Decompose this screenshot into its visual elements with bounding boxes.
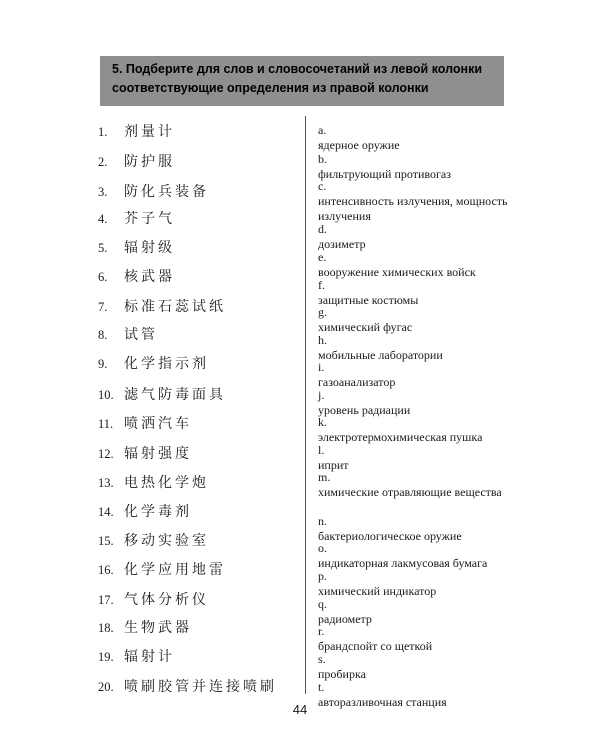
right-item [318,123,518,153]
right-item [318,624,518,654]
right-item-letter: p. [318,569,327,583]
left-item-number: 20. [98,680,114,694]
left-item-term: 化学指示剂 [124,356,209,372]
right-item-letter: d. [318,222,327,236]
right-item-definition: уровень радиации [318,403,411,417]
left-item-number: 9. [98,357,108,371]
right-item-definition: ядерное оружие [318,138,400,152]
left-item [98,152,175,172]
right-item-definition: брандспойт со щеткой [318,639,433,653]
right-item [318,360,518,390]
left-item [98,414,192,434]
left-item-term: 剂量计 [124,124,175,140]
left-item-number: 3. [98,185,108,199]
left-item-term: 生物武器 [124,620,192,636]
left-item-number: 10. [98,388,114,402]
right-item-letter: q. [318,597,327,611]
left-item [98,531,209,551]
left-item-number: 2. [98,155,108,169]
right-item-letter: s. [318,652,326,666]
right-item-letter: j. [318,388,325,402]
left-item [98,677,277,697]
left-item-number: 7. [98,300,108,314]
left-item [98,560,226,580]
right-item [318,415,518,445]
left-item-term: 化学毒剂 [124,504,192,520]
right-item-definition: пробирка [318,667,366,681]
right-item-letter: n. [318,514,327,528]
right-item-letter: m. [318,470,331,484]
right-item [318,388,518,418]
right-item-letter: c. [318,179,327,193]
right-item-definition: газоанализатор [318,375,396,389]
left-item [98,354,209,374]
right-item-definition: дозиметр [318,237,366,251]
right-item-definition: интенсивность излучения, мощность излучения [318,194,508,223]
left-item [98,502,192,522]
right-item-definition: фильтрующий противогаз [318,167,451,181]
right-item-letter: b. [318,152,327,166]
left-item [98,325,158,345]
left-item-number: 14. [98,505,114,519]
left-item-term: 辐射级 [124,240,175,256]
left-item-term: 试管 [124,327,158,343]
right-item-letter: k. [318,415,327,429]
left-item-term: 滤气防毒面具 [124,387,226,403]
left-item [98,590,209,610]
right-item [318,333,518,363]
left-item [98,182,209,202]
right-item [318,179,518,224]
right-item [318,305,518,335]
right-item-letter: i. [318,360,325,374]
left-item-number: 12. [98,447,114,461]
left-item-term: 移动实验室 [124,533,209,549]
left-item-number: 11. [98,417,114,431]
left-item-number: 19. [98,650,114,664]
left-item-term: 辐射强度 [124,446,192,462]
left-item-term: 防护服 [124,154,175,170]
left-item-number: 6. [98,270,108,284]
left-item-number: 4. [98,212,108,226]
left-item-number: 17. [98,593,114,607]
right-item-definition: химические отравляющие вещества [318,485,502,499]
exercise-title-line-2: соответствующие определения из правой колонки [112,81,429,95]
right-item-letter: g. [318,305,327,319]
right-item-definition: авторазливочная станция [318,695,447,709]
left-item-term: 喷洒汽车 [124,416,192,432]
right-item-letter: a. [318,123,327,137]
right-item-definition: химический индикатор [318,584,437,598]
right-item-letter: t. [318,680,325,694]
exercise-title-line-1: 5. Подберите для слов и словосочетаний из левой колонки [112,62,483,76]
right-item-letter: l. [318,443,325,457]
right-item-definition: бактериологическое оружие [318,529,462,543]
left-item-number: 5. [98,241,108,255]
right-item [318,443,518,473]
right-item [318,222,518,252]
right-item [318,470,518,500]
page-number: 44 [292,702,308,717]
right-item [318,514,518,544]
left-item [98,297,226,317]
left-item-term: 防化兵装备 [124,184,209,200]
right-item [318,278,518,308]
right-item [318,569,518,599]
right-item-definition: электротермохимическая пушка [318,430,483,444]
left-item-term: 化学应用地雷 [124,562,226,578]
exercise-header [100,56,504,106]
right-item [318,652,518,682]
right-item-letter: h. [318,333,327,347]
right-item [318,152,518,182]
left-item [98,444,192,464]
left-item [98,385,226,405]
left-item-number: 16. [98,563,114,577]
column-divider [305,116,306,694]
right-item-letter: r. [318,624,325,638]
left-item-number: 13. [98,476,114,490]
right-item-definition: химический фугас [318,320,413,334]
left-item [98,209,175,229]
right-item-definition: индикаторная лакмусовая бумага [318,556,488,570]
right-item-definition: защитные костюмы [318,293,419,307]
left-item-term: 芥子气 [124,211,175,227]
right-item-definition: мобильные лаборатории [318,348,443,362]
left-item-term: 标准石蕊试纸 [124,299,226,315]
right-item-letter: f. [318,278,325,292]
left-item [98,618,192,638]
right-item-letter: e. [318,250,327,264]
left-item-number: 18. [98,621,114,635]
left-item-term: 气体分析仪 [124,592,209,608]
left-item-term: 电热化学炮 [124,475,209,491]
right-item [318,541,518,571]
left-item [98,238,175,258]
left-item [98,647,175,667]
right-item-definition: иприт [318,458,349,472]
left-item [98,473,209,493]
left-item [98,122,175,142]
left-item [98,267,175,287]
right-item-letter: o. [318,541,327,555]
left-item-term: 核武器 [124,269,175,285]
left-item-number: 1. [98,125,108,139]
left-item-term: 喷刷胶管并连接喷刷 [124,679,277,695]
right-item-definition: вооружение химических войск [318,265,476,279]
left-item-number: 15. [98,534,114,548]
right-item [318,250,518,280]
right-item-definition: радиометр [318,612,372,626]
right-item [318,597,518,627]
left-item-term: 辐射计 [124,649,175,665]
left-item-number: 8. [98,328,108,342]
